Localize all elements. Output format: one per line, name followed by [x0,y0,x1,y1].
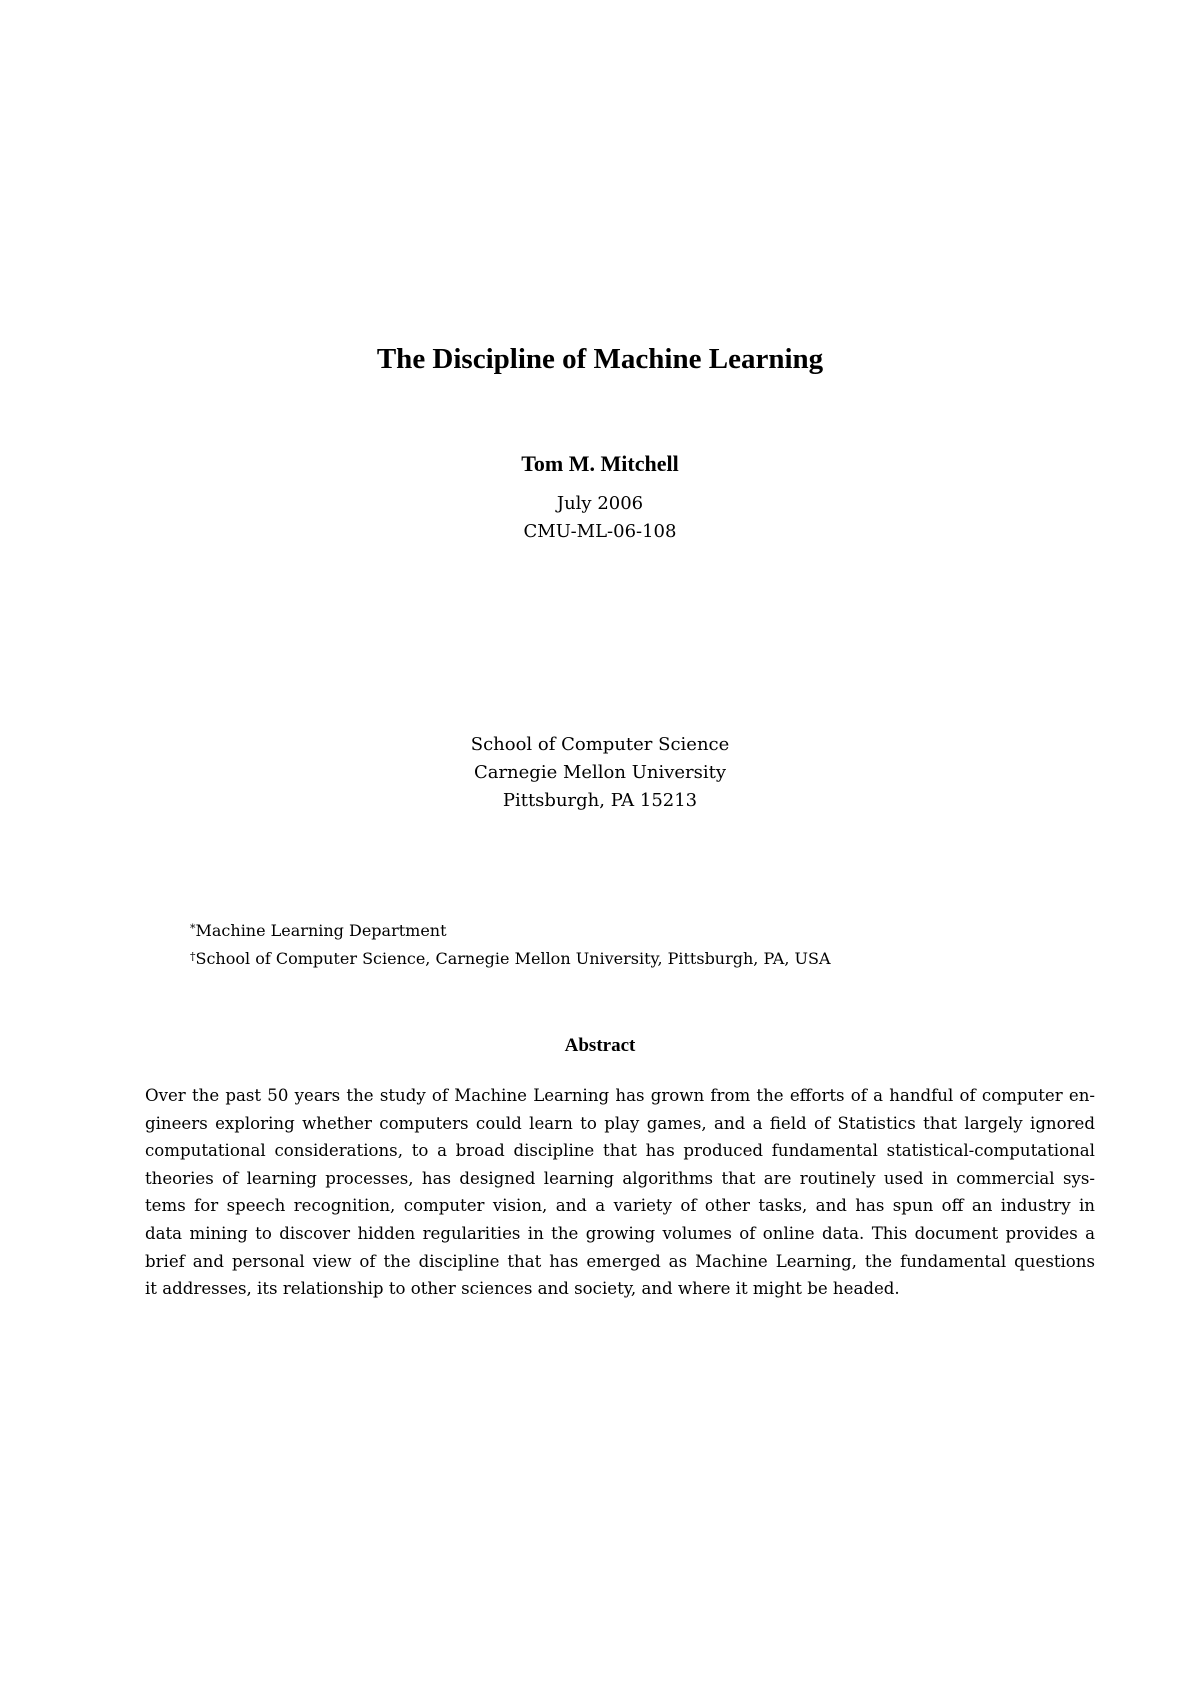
abstract-line: brief and personal view of the discipline that has emerged as Machine Learning, the fundamental questions [145,1251,1095,1271]
paper-title: The Discipline of Machine Learning [376,343,824,375]
footnotes [190,920,990,970]
report-date: July 2006 [556,493,644,514]
abstract-body [145,1082,1095,1303]
abstract-line: tems for speech recognition, computer vision, and a variety of other tasks, and has spun off an industry in [145,1196,1095,1216]
abstract-line: Over the past 50 years the study of Machine Learning has grown from the efforts of a handful of computer en- [145,1086,1095,1105]
abstract-line: data mining to discover hidden regularities in the growing volumes of online data. This document provides a [145,1223,1095,1243]
abstract-heading: Abstract [564,1035,636,1056]
address-line-school: School of Computer Science [470,734,730,755]
abstract-line: it addresses, its relationship to other sciences and society, and where it might be headed. [145,1279,900,1299]
address-line-city: Pittsburgh, PA 15213 [502,790,698,811]
abstract-line: gineers exploring whether computers could learn to play games, and a field of Statistics that largely ignored [145,1113,1095,1133]
footnote-mark: * [190,922,196,935]
footnote [190,920,990,942]
footnote-text: School of Computer Science, Carnegie Mellon University, Pittsburgh, PA, USA [195,949,831,968]
footnote [190,948,990,970]
author-name: Tom M. Mitchell [521,451,679,476]
footnote-mark: † [190,950,196,963]
abstract-line: theories of learning processes, has designed learning algorithms that are routinely used in commercial sys- [145,1168,1095,1188]
report-number: CMU-ML-06-108 [523,521,677,542]
address-line-university: Carnegie Mellon University [473,762,727,783]
abstract-line: computational considerations, to a broad discipline that has produced fundamental statistical-computational [145,1141,1095,1161]
footnote-text: Machine Learning Department [195,921,447,940]
